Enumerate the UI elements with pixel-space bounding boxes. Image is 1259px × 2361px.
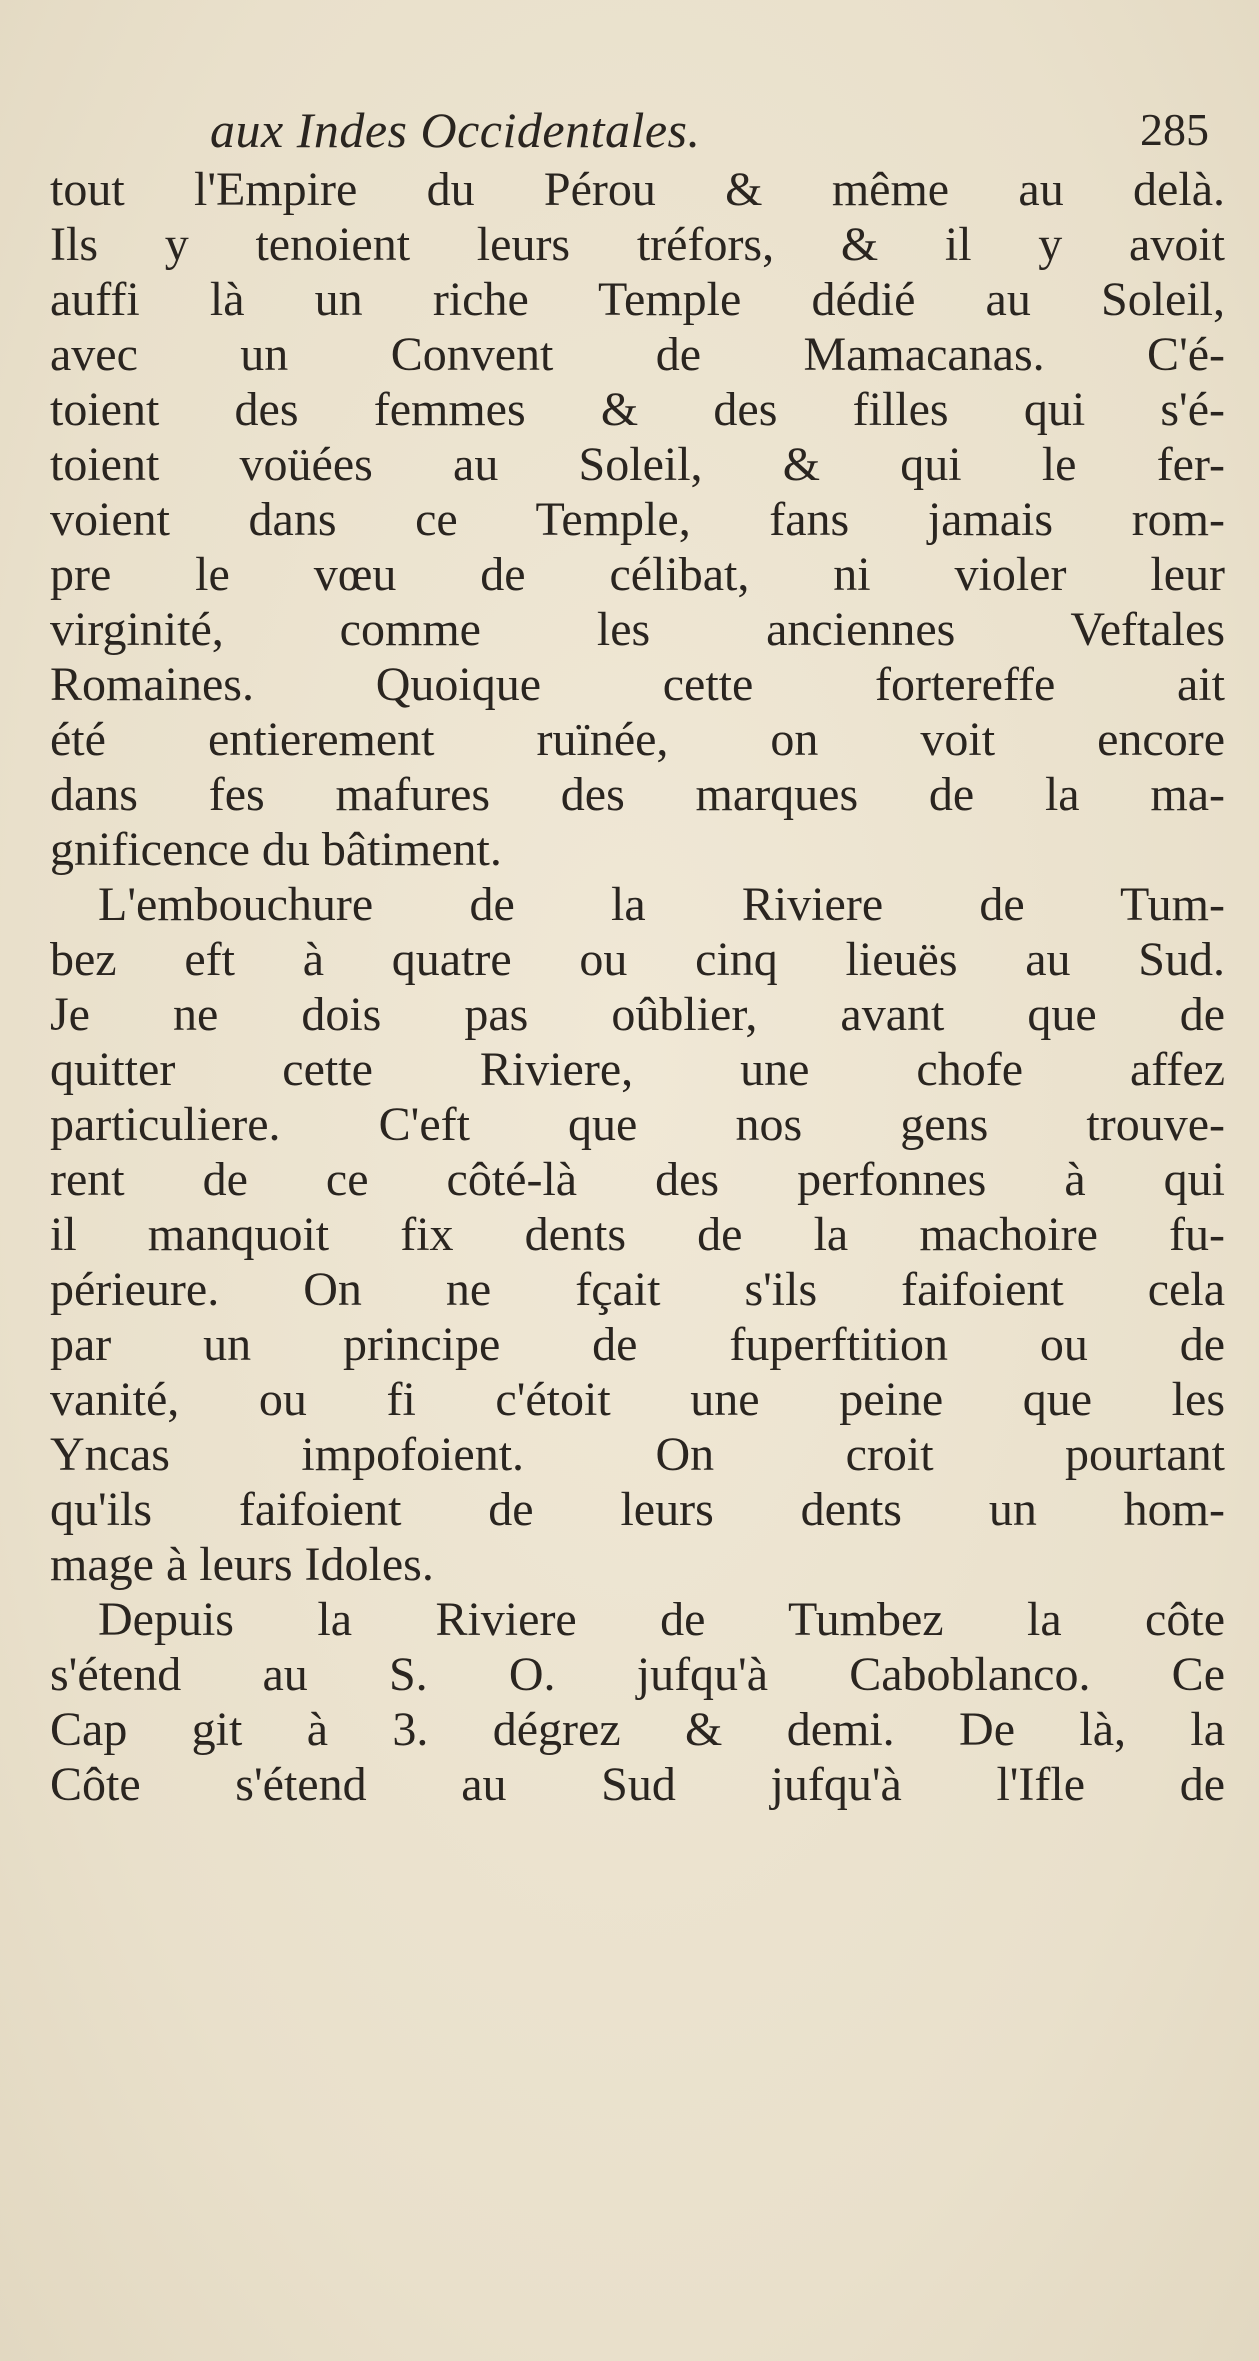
text-line: Cap git à 3. dégrez & demi. De là, la: [50, 1703, 1225, 1756]
text-line: rent de ce côté-là des perfonnes à qui: [50, 1153, 1225, 1206]
text-line: Je ne dois pas oûblier, avant que de: [50, 988, 1225, 1041]
text-line: été entierement ruïnée, on voit encore: [50, 713, 1225, 766]
text-line: vanité, ou fi c'étoit une peine que les: [50, 1373, 1225, 1426]
text-line: Yncas impofoient. On croit pourtant: [50, 1428, 1225, 1481]
text-line: périeure. On ne fçait s'ils faifoient cela: [50, 1263, 1225, 1316]
text-line: particuliere. C'eft que nos gens trouve-: [50, 1098, 1225, 1151]
paragraph-end-line: gnificence du bâtiment.: [50, 823, 502, 876]
running-title: aux Indes Occidentales.: [210, 102, 701, 158]
text-line: toient des femmes & des filles qui s'é-: [50, 383, 1225, 436]
text-line: il manquoit fix dents de la machoire fu-: [50, 1208, 1225, 1261]
text-line: Côte s'étend au Sud jufqu'à l'Ifle de: [50, 1758, 1225, 1811]
page-header: [0, 100, 1259, 160]
text-line: qu'ils faifoient de leurs dents un hom-: [50, 1483, 1225, 1536]
text-line: auffi là un riche Temple dédié au Soleil,: [50, 273, 1225, 326]
text-line: toient voüées au Soleil, & qui le fer-: [50, 438, 1225, 491]
text-line: bez eft à quatre ou cinq lieuës au Sud.: [50, 933, 1225, 986]
text-line: dans fes mafures des marques de la ma-: [50, 768, 1225, 821]
text-line: Romaines. Quoique cette fortereffe ait: [50, 658, 1225, 711]
body-text: [50, 162, 1225, 1812]
text-line: quitter cette Riviere, une chofe affez: [50, 1043, 1225, 1096]
text-line: tout l'Empire du Pérou & même au delà.: [50, 163, 1225, 216]
text-line: pre le vœu de célibat, ni violer leur: [50, 548, 1225, 601]
text-line: Ils y tenoient leurs tréfors, & il y avoit: [50, 218, 1225, 271]
text-line: par un principe de fuperftition ou de: [50, 1318, 1225, 1371]
text-line: avec un Convent de Mamacanas. C'é-: [50, 328, 1225, 381]
text-line: voient dans ce Temple, fans jamais rom-: [50, 493, 1225, 546]
page-number: 285: [1140, 104, 1209, 155]
text-line: s'étend au S. O. jufqu'à Caboblanco. Ce: [50, 1648, 1225, 1701]
text-line: virginité, comme les anciennes Veftales: [50, 603, 1225, 656]
paragraph-start-line: Depuis la Riviere de Tumbez la côte: [98, 1593, 1225, 1646]
paragraph-start-line: L'embouchure de la Riviere de Tum-: [98, 878, 1225, 931]
paragraph-end-line: mage à leurs Idoles.: [50, 1538, 434, 1591]
